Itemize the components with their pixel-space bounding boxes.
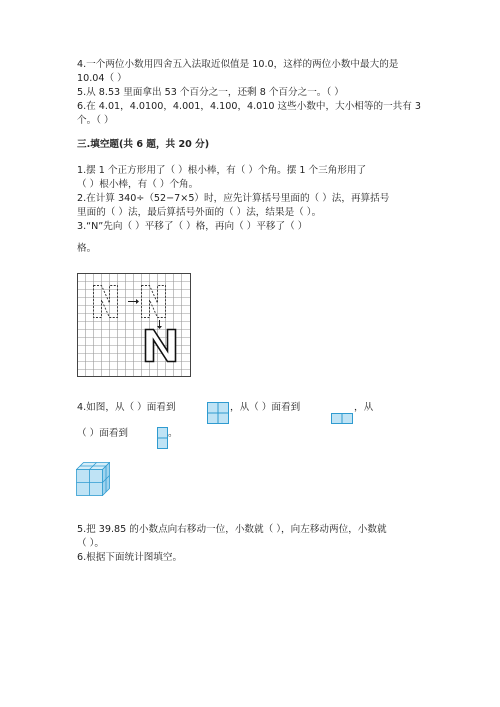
dashed-n-moved xyxy=(142,286,166,318)
fill1-line1: 1.摆 1 个正方形用了（ ）根小棒，有（ ）个角。摆 1 个三角形用了 xyxy=(77,165,367,176)
fill4-line1-a: 4.如图，从（ ）面看到 xyxy=(77,402,176,413)
fill3-line1: 3.“N”先向（ ）平移了（ ）格，再向（ ）平移了（ ） xyxy=(77,221,308,232)
solid-n-final xyxy=(146,330,176,362)
side-view-1x2-icon xyxy=(331,413,353,424)
fill5-line2: （ ）。 xyxy=(77,538,105,549)
fill3-line2: 格。 xyxy=(77,243,97,254)
dashed-n-original xyxy=(94,286,118,318)
q6-line2: 个。（ ） xyxy=(77,115,114,126)
fill4-line1-b: ，从（ ）面看到 xyxy=(230,402,301,413)
fill4-line2-a: （ ）面看到 xyxy=(77,428,129,439)
q4-line1: 4.一个两位小数用四舍五入法取近似值是 10.0，这样的两位小数中最大的是 xyxy=(77,59,399,70)
fill5-line1: 5.把 39.85 的小数点向右移动一位，小数就（ ），向左移动两位，小数就 xyxy=(77,524,387,535)
cube-stack-icon xyxy=(76,462,110,496)
section-title: 三.填空题(共 6 题，共 20 分) xyxy=(77,139,210,150)
top-view-2x1-icon xyxy=(157,427,168,449)
q4-line2: 10.04（ ） xyxy=(77,73,127,84)
fill4-line1-c: ，从 xyxy=(354,402,374,413)
q6-line1: 6.在 4.01，4.0100，4.001，4.100，4.010 这些小数中，大小相等的一共有 3 xyxy=(77,101,422,112)
fill2-line2: 里面的（ ）法，最后算括号外面的（ ）法，结果是（ ）。 xyxy=(77,207,322,218)
front-view-2x2-icon xyxy=(207,402,229,424)
q5-line: 5.从 8.53 里面拿出 53 个百分之一，还剩 8 个百分之一。（ ） xyxy=(77,87,344,98)
fill1-line2: （ ）根小棒，有（ ）个角。 xyxy=(77,179,199,190)
fill4-line2-b: 。 xyxy=(168,428,178,439)
n-shape-grid-diagram xyxy=(77,273,191,377)
fill6-line: 6.根据下面统计图填空。 xyxy=(77,552,183,563)
fill2-line1: 2.在计算 340÷（52−7×5）时，应先计算括号里面的（ ）法，再算括号 xyxy=(77,193,390,204)
